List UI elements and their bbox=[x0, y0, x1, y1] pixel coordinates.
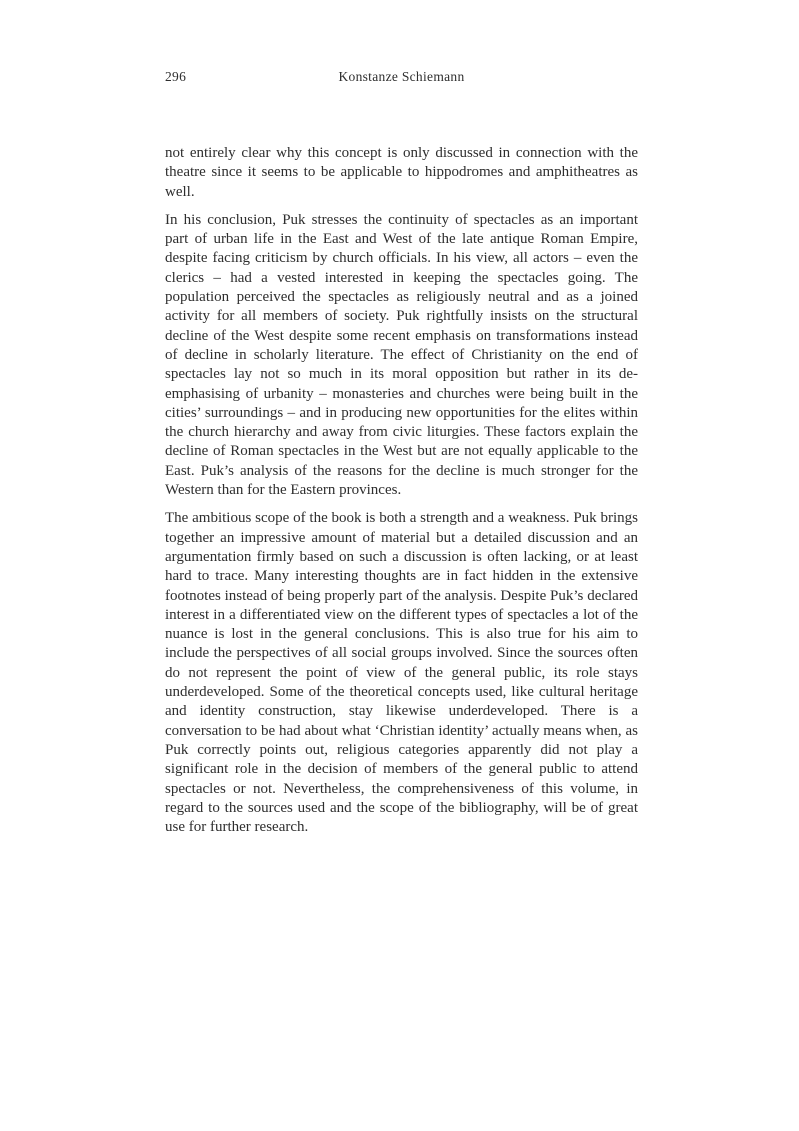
running-title: Konstanze Schiemann bbox=[338, 69, 465, 84]
review-body bbox=[165, 144, 638, 837]
running-header bbox=[165, 69, 638, 87]
body-paragraph: In his conclusion, Puk stresses the continuity of spectacles as an important part of urban life in the East and West of the late antique Roman Empire, despite facing criticism by church officials. In his view, all actors – even the clerics – had a vested interested in keeping the spectacles going. The population perceived the spectacles as religiously neutral and as a joined activity for all members of society. Puk rightfully insists on the structural decline of the West despite some recent emphasis on transformations instead of decline in scholarly literature. The effect of Christianity on the end of spectacles lay not so much in its moral opposition but rather in its de-emphasising of urbanity – monasteries and churches were being built in the cities’ surroundings – and in producing new opportunities for the elites within the church hierarchy and away from civic liturgies. These factors explain the decline of Roman spectacles in the West but are not equally applicable to the East. Puk’s analysis of the reasons for the decline is much stronger for the Western than for the Eastern provinces. bbox=[165, 211, 638, 499]
body-paragraph: not entirely clear why this concept is only discussed in connection with the theatre since it seems to be applicable to hippodromes and amphitheatres as well. bbox=[165, 145, 638, 200]
page-number: 296 bbox=[165, 69, 187, 84]
body-paragraph: The ambitious scope of the book is both a strength and a weakness. Puk brings together an impressive amount of material but a detailed discussion and an argumentation firmly based on such a discussion is often lacking, or at least hard to trace. Many interesting thoughts are in fact hidden in the extensive footnotes instead of being properly part of the analysis. Despite Puk’s declared interest in a differentiated view on the different types of spectacles a lot of the nuance is lost in the general conclusions. This is also true for his aim to include the perspectives of all social groups involved. Since the sources often do not represent the point of view of the general public, its role stays underdeveloped. Some of the theoretical concepts used, like cultural heritage and identity construction, stay likewise underdeveloped. There is a conversation to be had about what ‘Christian identity’ actually means when, as Puk correctly points out, religious categories apparently did not play a significant role in the decision of members of the general public to attend spectacles or not. Nevertheless, the comprehensiveness of this volume, in regard to the sources used and the scope of the bibliography, will be of great use for further research. bbox=[165, 510, 638, 836]
